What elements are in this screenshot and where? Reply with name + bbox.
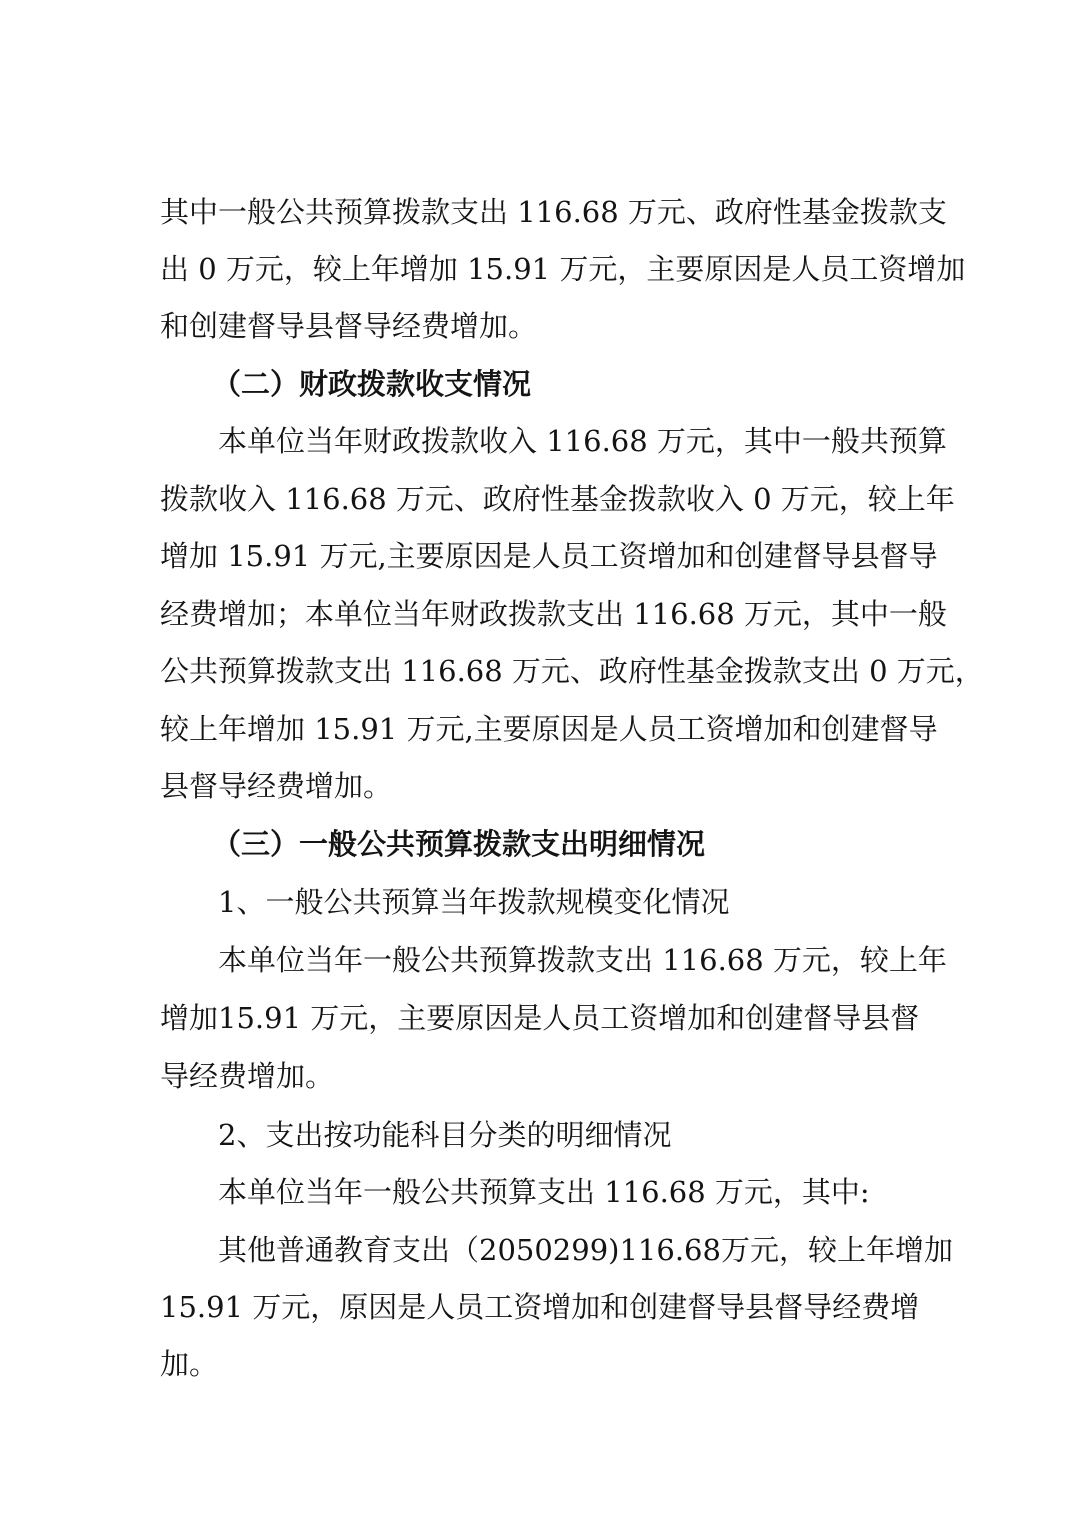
subheading-2: 2、支出按功能科目分类的明细情况 [218,1118,672,1152]
text-line: 出 0 万元，较上年增加 15.91 万元，主要原因是人员工资增加 [160,252,966,286]
text-line: 拨款收入 116.68 万元、政府性基金拨款收入 0 万元，较上年 [160,482,955,516]
text-line: 经费增加；本单位当年财政拨款支出 116.68 万元，其中一般 [160,597,947,631]
text-line: 其中一般公共预算拨款支出 116.68 万元、政府性基金拨款支 [160,195,947,229]
text-line: 加。 [160,1347,219,1381]
text-line: 增加15.91 万元，主要原因是人员工资增加和创建督导县督 [160,1001,920,1035]
section-heading-3: （三）一般公共预算拨款支出明细情况 [212,827,706,861]
text-line: 和创建督导县督导经费增加。 [160,309,538,343]
subheading-1: 1、一般公共预算当年拨款规模变化情况 [218,885,730,919]
text-line: 本单位当年一般公共预算支出 116.68 万元，其中: [218,1175,870,1209]
text-line: 县督导经费增加。 [160,769,393,803]
text-line: 其他普通教育支出（2050299)116.68万元，较上年增加 [218,1233,953,1267]
text-line: 15.91 万元，原因是人员工资增加和创建督导县督导经费增 [160,1290,920,1324]
text-line: 本单位当年财政拨款收入 116.68 万元，其中一般共预算 [218,424,947,458]
text-line: 较上年增加 15.91 万元,主要原因是人员工资增加和创建督导 [160,712,938,746]
text-line: 本单位当年一般公共预算拨款支出 116.68 万元，较上年 [218,943,947,977]
section-heading-2: （二）财政拨款收支情况 [212,367,532,401]
text-line: 公共预算拨款支出 116.68 万元、政府性基金拨款支出 0 万元， [160,654,984,688]
text-line: 导经费增加。 [160,1059,335,1093]
text-line: 增加 15.91 万元,主要原因是人员工资增加和创建督导县督导 [160,539,938,573]
